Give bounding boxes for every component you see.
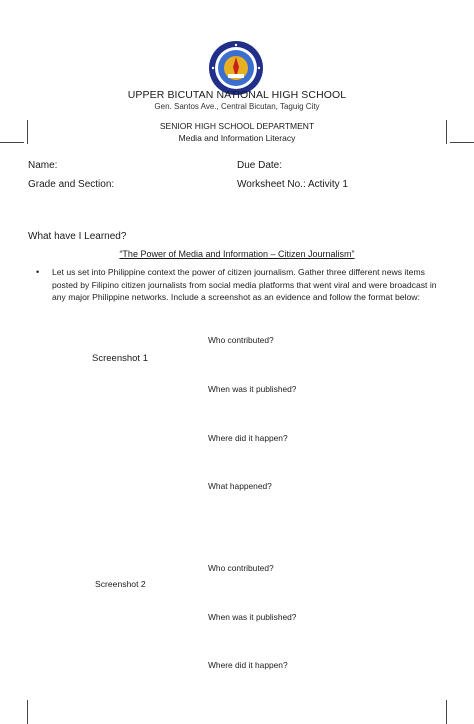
screenshot-2-label: Screenshot 2: [95, 579, 146, 589]
question-where-happen-1: Where did it happen?: [208, 433, 288, 443]
question-where-happen-2: Where did it happen?: [208, 660, 288, 670]
school-name: UPPER BICUTAN NATIONAL HIGH SCHOOL: [127, 89, 347, 101]
worksheet-title: [0, 249, 474, 259]
worksheet-title-text: “The Power of Media and Information – Citizen Journalism”: [119, 249, 355, 259]
crop-mark-bottom-left-vertical: [27, 700, 28, 724]
screenshot-1-label: Screenshot 1: [92, 353, 148, 364]
bullet-icon: •: [36, 267, 40, 277]
grade-section-label: Grade and Section:: [28, 179, 115, 190]
question-when-published-2: When was it published?: [208, 612, 297, 622]
crop-mark-bottom-right-vertical: [446, 700, 447, 724]
subject-name: Media and Information Literacy: [178, 133, 296, 143]
school-seal-logo: [208, 40, 264, 96]
section-heading: What have I Learned?: [28, 231, 127, 242]
due-date-label: Due Date:: [237, 160, 283, 171]
question-what-happened-1: What happened?: [208, 481, 272, 491]
instruction-text: Let us set into Philippine context the power of citizen journalism. Gather three different news items posted by Filipino citizen journalists from social media platforms that went viral and were broadcast in any major Philippine networks. Include a screenshot as an evidence and follow the format below:: [52, 267, 437, 302]
question-who-contributed-2: Who contributed?: [208, 563, 274, 573]
department-name: SENIOR HIGH SCHOOL DEPARTMENT: [159, 121, 315, 131]
question-who-contributed-1: Who contributed?: [208, 335, 274, 345]
worksheet-number-label: Worksheet No.: Activity 1: [237, 179, 348, 190]
name-label: Name:: [28, 160, 58, 171]
school-address: Gen. Santos Ave., Central Bicutan, Taguig City: [154, 102, 320, 111]
question-when-published-1: When was it published?: [208, 384, 297, 394]
